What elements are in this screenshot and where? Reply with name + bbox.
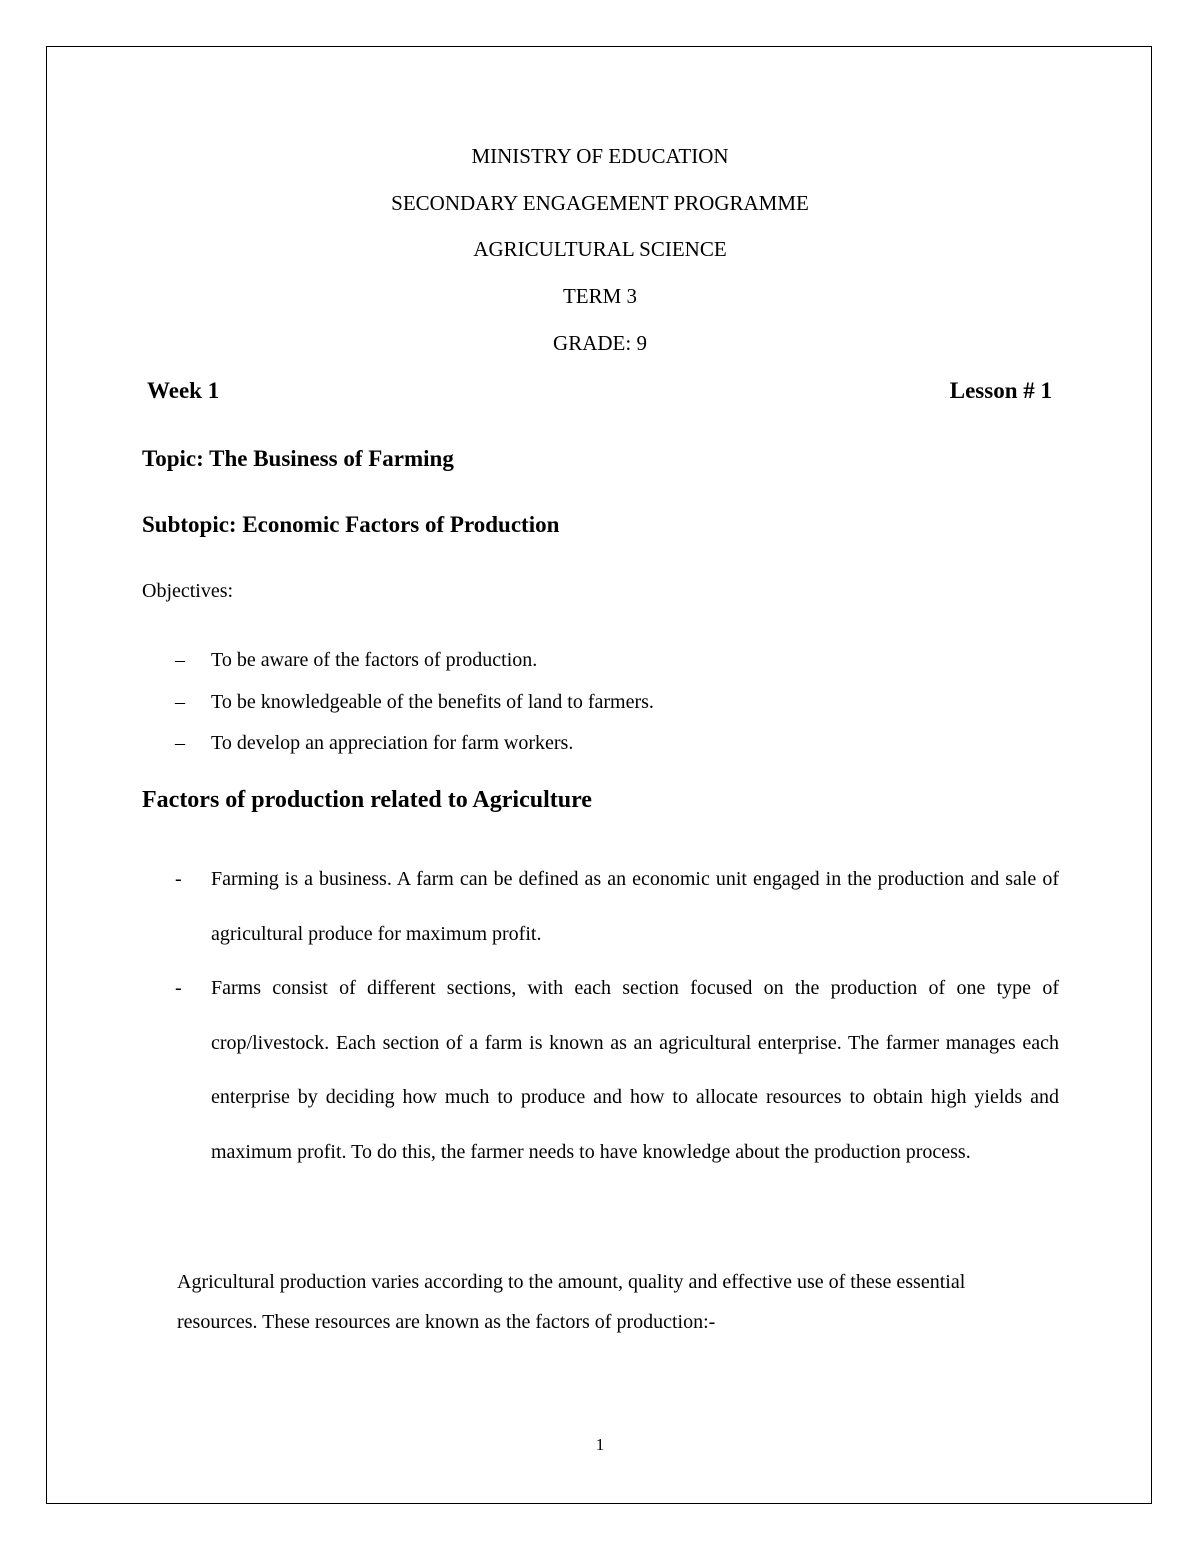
- topic-heading: Topic: The Business of Farming: [142, 446, 454, 471]
- section-bullet-item: [175, 961, 1059, 1179]
- week-label: Week 1: [147, 378, 220, 403]
- section-bullet-text: Farming is a business. A farm can be defined as an economic unit engaged in the production and sale of agricultural produce for maximum profit.: [211, 868, 1059, 945]
- section-heading: Factors of production related to Agriculture: [142, 787, 592, 813]
- objective-item: [175, 723, 1055, 765]
- bullet-dash: –: [175, 690, 185, 713]
- objectives-label-text: Objectives:: [142, 580, 234, 602]
- objectives-list: [175, 640, 1055, 765]
- objective-text: To be knowledgeable of the benefits of land to farmers.: [211, 690, 654, 713]
- ministry-title: MINISTRY OF EDUCATION: [471, 144, 729, 168]
- bullet-dash: –: [175, 649, 185, 671]
- page-number: 1: [595, 1435, 605, 1454]
- term-label: TERM 3: [562, 284, 638, 308]
- objective-text: To develop an appreciation for farm workers.: [211, 732, 574, 754]
- section-bullets: [175, 852, 1059, 1179]
- bullet-hyphen: -: [175, 977, 182, 999]
- objective-item: [175, 640, 1055, 682]
- grade-label: GRADE: 9: [553, 331, 647, 355]
- subtopic-heading: Subtopic: Economic Factors of Production: [142, 512, 560, 537]
- section-bullet-text: Farms consist of different sections, with each section focused on the production of one type of crop/livestock. Each section of a farm is known as an agricultural enterprise. The farmer manages each enterprise by deciding how much to produce and how to allocate resources to obtain high yields and maximum profit. To do this, the farmer needs to have knowledge about the production process.: [211, 977, 1059, 1163]
- bullet-hyphen: -: [175, 868, 182, 890]
- body-paragraph: Agricultural production varies according to the amount, quality and effective use of these essential resources. These resources are known as the factors of production:-: [177, 1271, 966, 1333]
- section-bullet-item: [175, 852, 1059, 961]
- objective-text: To be aware of the factors of production.: [211, 649, 538, 671]
- subject-title: AGRICULTURAL SCIENCE: [473, 237, 727, 261]
- lesson-label: Lesson # 1: [949, 378, 1052, 403]
- programme-title: SECONDARY ENGAGEMENT PROGRAMME: [391, 191, 809, 215]
- objective-item: [175, 682, 1055, 724]
- bullet-dash: –: [175, 732, 185, 754]
- objectives-label: [142, 578, 233, 604]
